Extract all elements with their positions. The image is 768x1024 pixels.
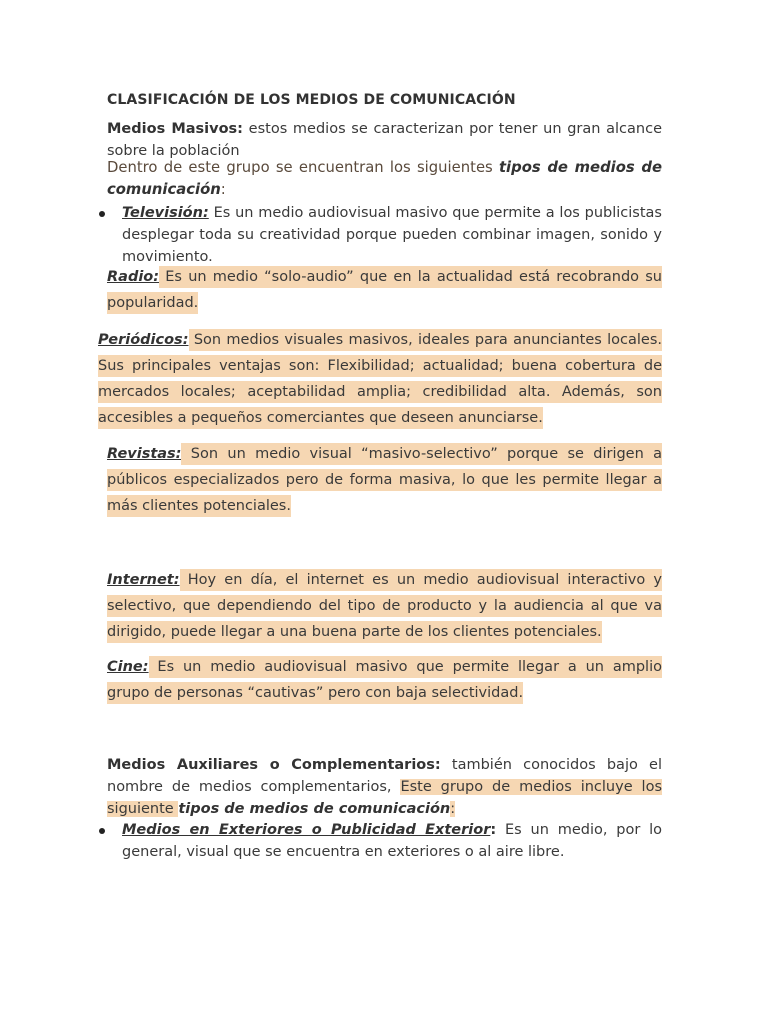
auxiliares-label: Medios Auxiliares o Complementarios: bbox=[107, 757, 441, 773]
cine-text: Es un medio audiovisual masivo que permite llegar a un amplio grupo de personas “cautivas” pero con baja selectividad. bbox=[107, 656, 662, 704]
periodicos-text: Son medios visuales masivos, ideales para anunciantes locales. Sus principales ventajas son: Flexibilidad; actualidad; buena cobertura de mercados locales; aceptabilidad amplia; credibilidad alta. Además, son accesibles a pequeños comerciantes que deseen anunciarse. bbox=[98, 329, 662, 429]
document-title: CLASIFICACIÓN DE LOS MEDIOS DE COMUNICACIÓN bbox=[107, 92, 516, 108]
exteriores-label: Medios en Exteriores o Publicidad Exterior bbox=[122, 822, 491, 838]
auxiliares-bold: tipos de medios de comunicación bbox=[178, 801, 451, 817]
cine-paragraph bbox=[107, 654, 662, 706]
intro-paragraph bbox=[107, 157, 662, 201]
exteriores-text: Es un medio, por lo general, visual que se encuentra en exteriores o al aire libre. bbox=[122, 822, 662, 860]
bullet-icon bbox=[99, 828, 105, 834]
periodicos-paragraph bbox=[98, 327, 662, 431]
auxiliares-text: también conocidos bajo el nombre de medios complementarios, bbox=[107, 757, 662, 795]
radio-label: Radio: bbox=[107, 269, 160, 285]
bullet-icon bbox=[99, 211, 105, 217]
internet-text: Hoy en día, el internet es un medio audiovisual interactivo y selectivo, que dependiendo del tipo de producto y la audiencia al que va dirigido, puede llegar a una buena parte de los clientes potenciales. bbox=[107, 569, 662, 643]
medios-masivos-paragraph bbox=[107, 118, 662, 162]
exteriores-colon: : bbox=[490, 822, 497, 838]
revistas-text: Son un medio visual “masivo-selectivo” porque se dirigen a públicos especializados pero de forma masiva, lo que les permite llegar a más clientes potenciales. bbox=[107, 443, 662, 517]
radio-paragraph bbox=[107, 264, 662, 316]
auxiliares-paragraph bbox=[107, 754, 662, 820]
auxiliares-hl-text: Este grupo de medios incluye los siguiente bbox=[107, 779, 662, 817]
intro-bold: tipos de medios de comunicación bbox=[107, 159, 662, 198]
revistas-label: Revistas: bbox=[107, 446, 182, 462]
television-item bbox=[122, 202, 662, 268]
medios-masivos-text: estos medios se caracterizan por tener un gran alcance sobre la población bbox=[107, 121, 662, 159]
radio-text: Es un medio “solo-audio” que en la actualidad está recobrando su popularidad. bbox=[107, 266, 662, 314]
cine-label: Cine: bbox=[107, 659, 149, 675]
television-label: Televisión: bbox=[122, 205, 209, 221]
internet-label: Internet: bbox=[107, 572, 180, 588]
medios-masivos-label: Medios Masivos: bbox=[107, 121, 243, 137]
television-text: Es un medio audiovisual masivo que permite a los publicistas desplegar toda su creatividad porque pueden combinar imagen, sonido y movimiento. bbox=[122, 205, 662, 265]
auxiliares-colon: : bbox=[450, 801, 456, 817]
internet-paragraph bbox=[107, 567, 662, 645]
intro-text: Dentro de este grupo se encuentran los siguientes bbox=[107, 159, 499, 176]
intro-colon: : bbox=[220, 181, 226, 198]
periodicos-label: Periódicos: bbox=[98, 332, 189, 348]
exteriores-item bbox=[122, 819, 662, 863]
revistas-paragraph bbox=[107, 441, 662, 519]
